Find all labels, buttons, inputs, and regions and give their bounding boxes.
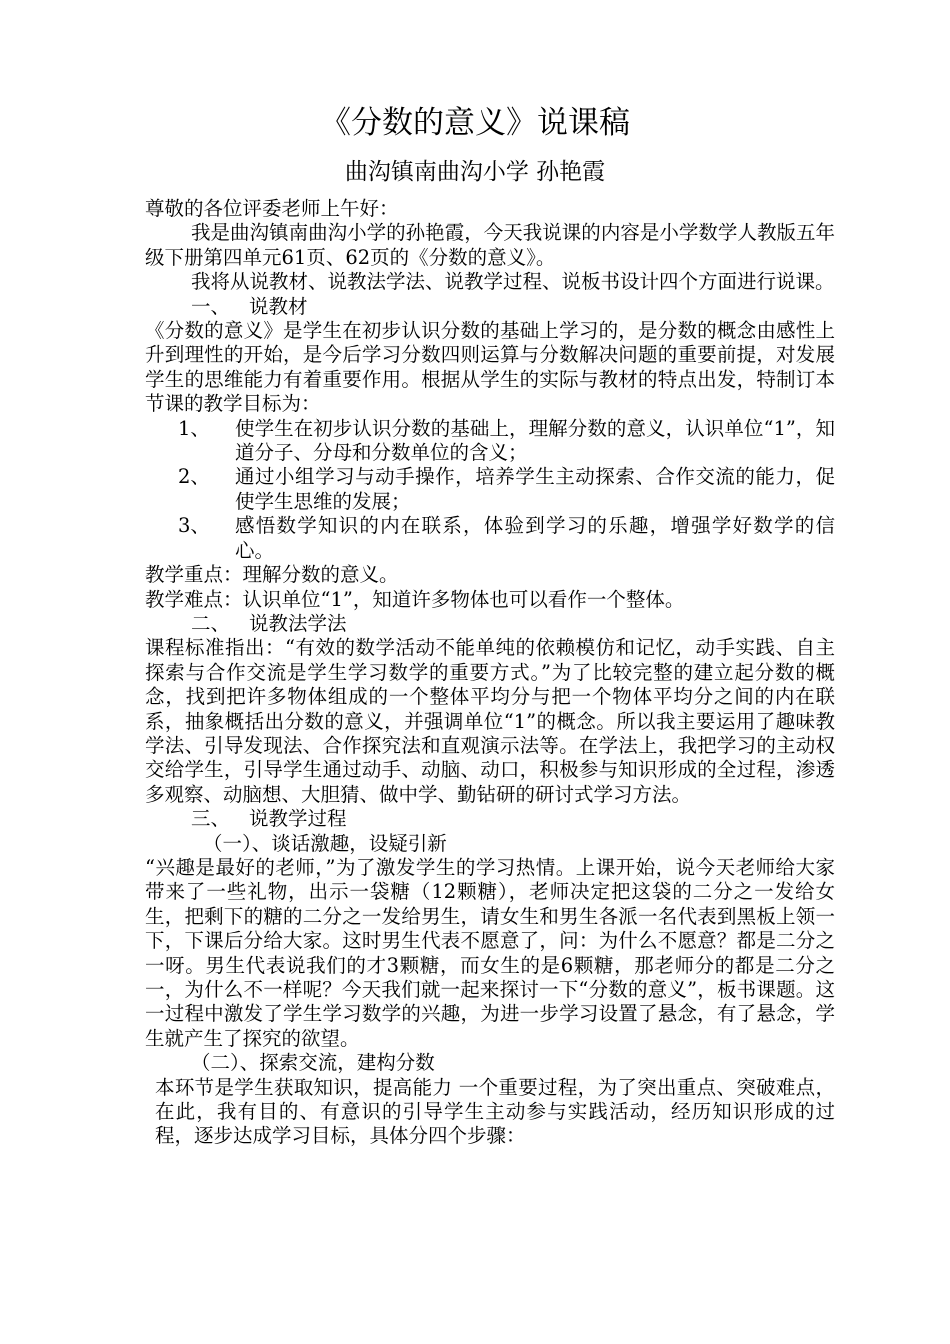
section-number: 一、 (191, 294, 231, 318)
goal-number: 3、 (178, 514, 210, 538)
difficulty-point: 教学难点：认识单位“1”，知道许多物体也可以看作一个整体。 (145, 587, 685, 611)
goal-number: 2、 (178, 465, 210, 489)
key-point: 教学重点：理解分数的意义。 (145, 563, 399, 587)
section-heading-2 (145, 612, 835, 636)
intro-paragraph: 我是曲沟镇南曲沟小学的孙艳霞，今天我说课的内容是小学数学人教版五年级下册第四单元61页、62页的《分数的意义》。 (145, 221, 835, 269)
document-subtitle: 曲沟镇南曲沟小学 孙艳霞 (344, 159, 606, 185)
section-heading-3 (145, 807, 835, 831)
section-paragraph-1: 《分数的意义》是学生在初步认识分数的基础上学习的，是分数的概念由感性上升到理性的开始，是今后学习分数四则运算与分数解决问题的重要前提，对发展学生的思维能力有着重要作用。根据从学生的实际与教材的特点出发，特制订本节课的教学目标为： (145, 319, 835, 416)
section-paragraph-2: 课程标准指出：“有效的数学活动不能单纯的依赖模仿和记忆，动手实践、自主探索与合作交流是学生学习数学的重要方式。”为了比较完整的建立起分数的概念，找到把许多物体组成的一个整体平均分与把一个物体平均分之间的内在联系，抽象概括出分数的意义，并强调单位“1”的概念。所以我主要运用了趣味教学法、引导发现法、合作探究法和直观演示法等。在学法上，我把学习的主动权交给学生，引导学生通过动手、动脑、动口，积极参与知识形成的全过程，渗透多观察、动脑想、大胆猜、做中学、勤钻研的研讨式学习方法。 (145, 636, 835, 806)
step-paragraph-1: “兴趣是最好的老师，”为了激发学生的学习热情。上课开始，说今天老师给大家带来了一些礼物，出示一袋糖（12颗糖），老师决定把这袋的二分之一发给女生，把剩下的糖的二分之一发给男生，请女生和男生各派一名代表到黑板上领一下，下课后分给大家。这时男生代表不愿意了，问：为什么不愿意？都是二分之一呀。男生代表说我们的才3颗糖，而女生的是6颗糖，那老师分的都是二分之一，为什么不一样呢？今天我们就一起来探讨一下“分数的意义”，板书课题。这一过程中激发了学生学习数学的兴趣，为进一步学习设置了悬念，有了悬念，学生就产生了探究的欲望。 (145, 855, 835, 1050)
section-number: 三、 (191, 807, 231, 831)
goal-text: 通过小组学习与动手操作，培养学生主动探索、合作交流的能力，促使学生思维的发展； (235, 465, 835, 513)
section-heading-1 (145, 295, 835, 319)
step-heading-2: （二）、探索交流，建构分数 (191, 1051, 435, 1075)
goal-item-3 (145, 514, 835, 563)
goal-item-2 (145, 465, 835, 514)
step-paragraph-2: 本环节是学生获取知识，提高能力 一个重要过程，为了突出重点、突破难点，在此，我有目的、有意识的引导学生主动参与实践活动，经历知识形成的过程，逐步达成学习目标，具体分四个步骤： (155, 1075, 835, 1148)
document-title: 《分数的意义》说课稿 (320, 105, 630, 141)
goal-number: 1、 (178, 416, 210, 440)
goal-item-1 (145, 417, 835, 466)
section-number: 二、 (191, 611, 231, 635)
goal-text: 使学生在初步认识分数的基础上，理解分数的意义，认识单位“1”，知道分子、分母和分数单位的含义； (235, 416, 835, 465)
section-title: 说教法学法 (249, 611, 347, 635)
section-title: 说教学过程 (249, 807, 347, 831)
greeting: 尊敬的各位评委老师上午好： (145, 197, 399, 220)
step-heading-1: （一）、谈话激趣，设疑引新 (203, 831, 447, 855)
goal-text: 感悟数学知识的内在联系，体验到学习的乐趣，增强学好数学的信心。 (235, 514, 835, 562)
section-title: 说教材 (249, 294, 308, 318)
document-body (145, 197, 835, 1149)
intro-paragraph-2: 我将从说教材、说教法学法、说教学过程、说板书设计四个方面进行说课。 (191, 270, 835, 294)
